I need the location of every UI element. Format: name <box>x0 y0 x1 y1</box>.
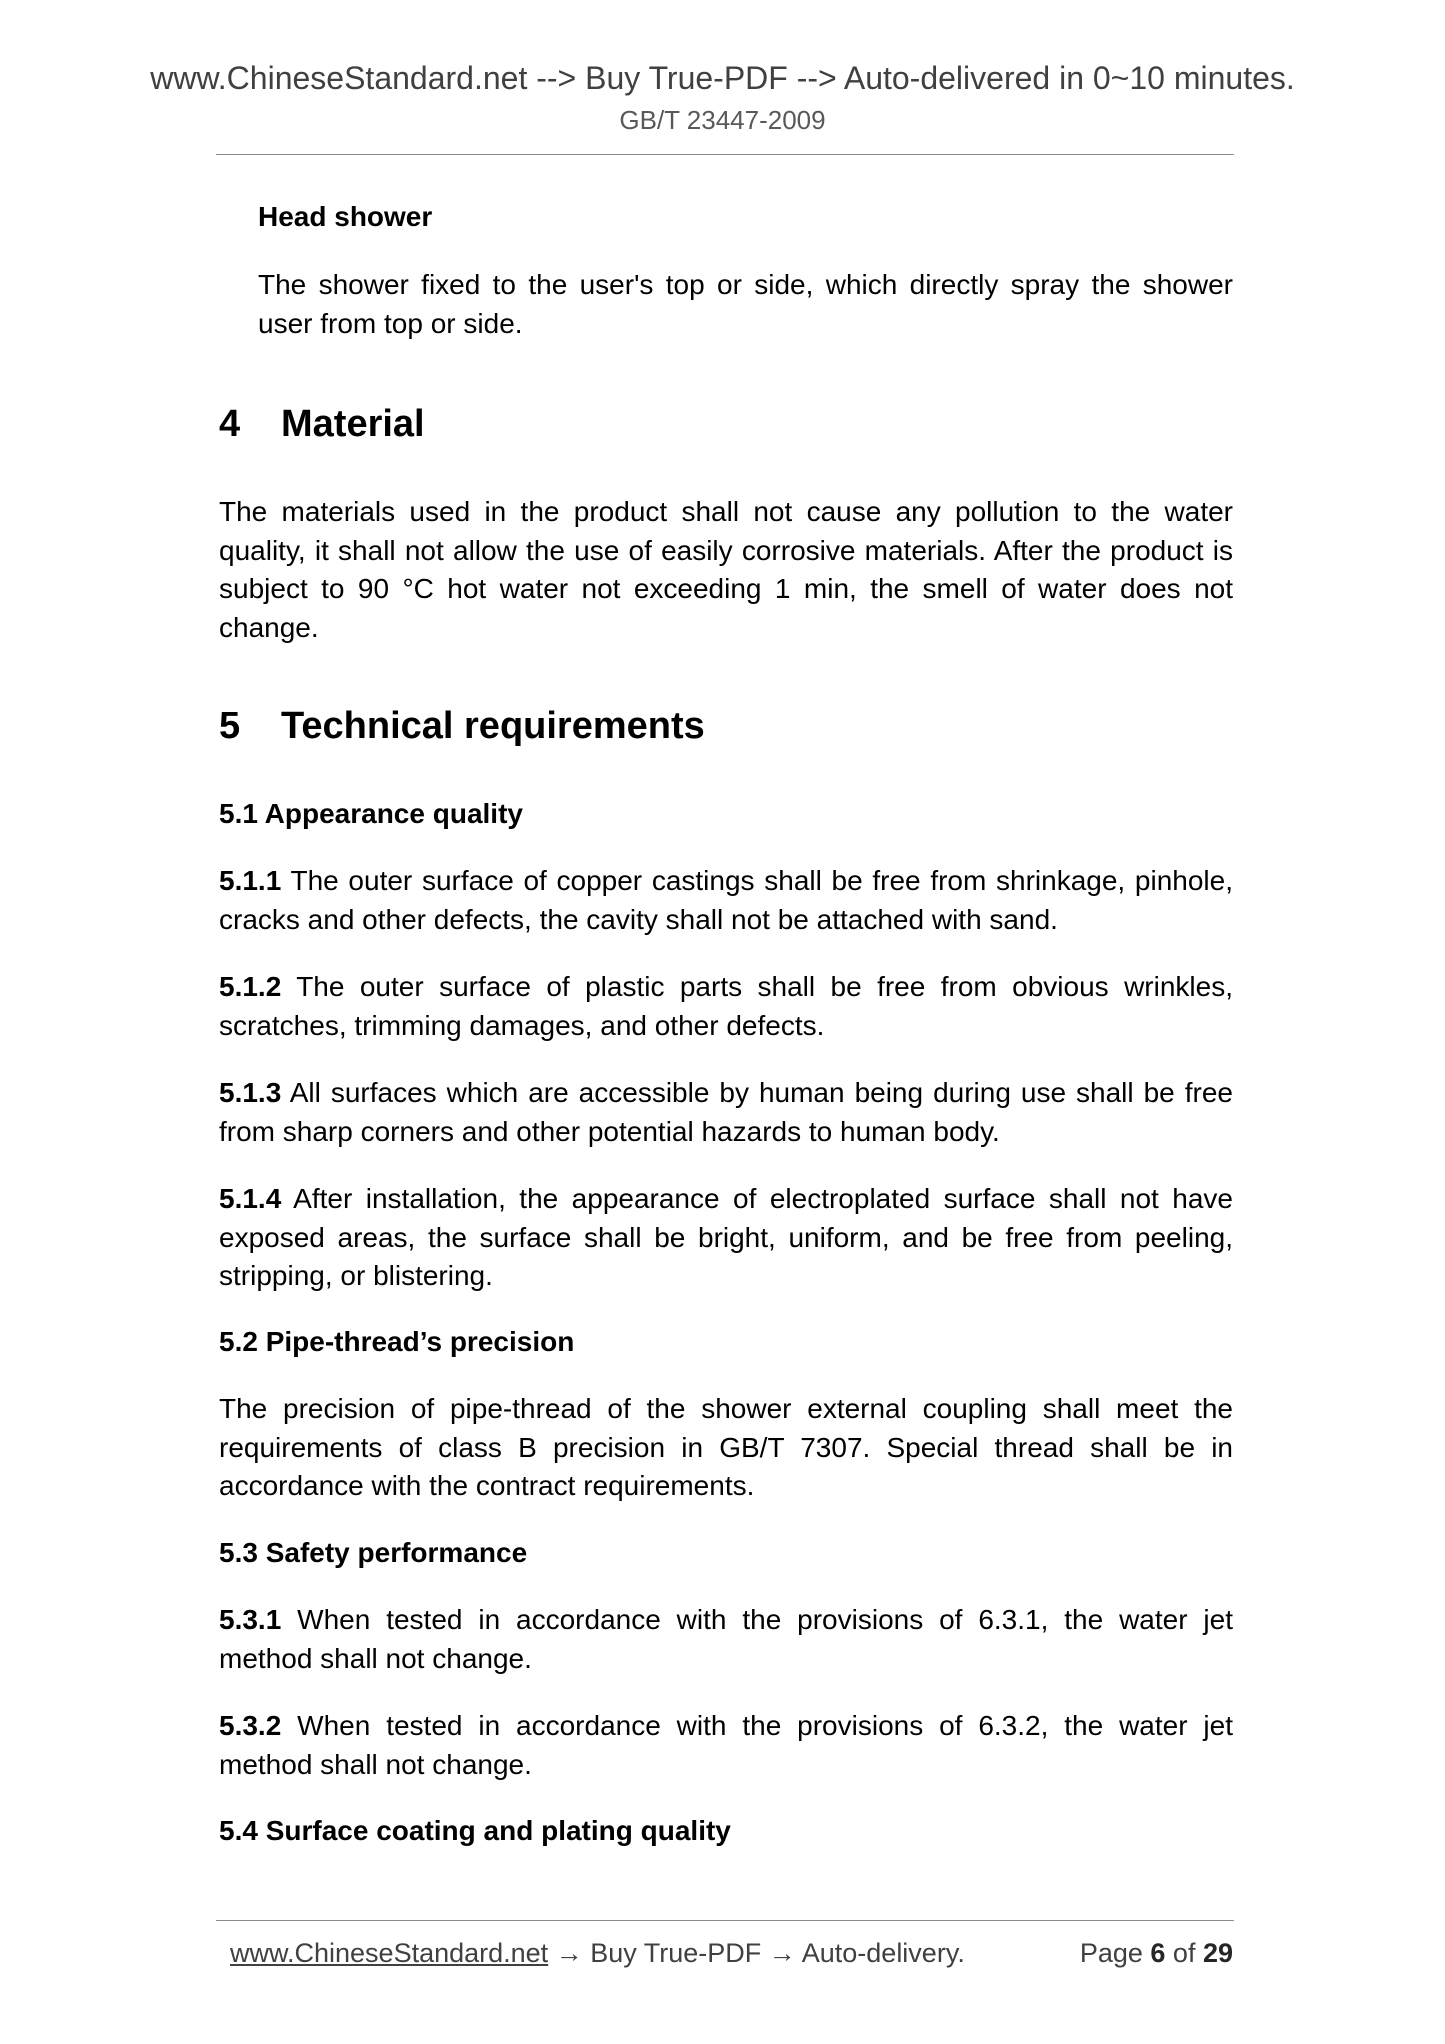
footer-promo <box>230 1936 965 1970</box>
clause-number: 5.1.2 <box>219 971 282 1002</box>
subsection-5-1-heading: 5.1 Appearance quality <box>219 798 523 829</box>
page-indicator <box>1080 1936 1233 1970</box>
clause-number: 5.1.4 <box>219 1183 282 1214</box>
clause-5-1-3 <box>219 1074 1233 1151</box>
clause-text: After installation, the appearance of electroplated surface shall not have exposed areas, the surface shall be bright, uniform, and be free from peeling, stripping, or blistering. <box>219 1183 1233 1291</box>
section-4-heading <box>219 401 425 447</box>
clause-5-3-1 <box>219 1601 1233 1678</box>
header-banner: www.ChineseStandard.net --> Buy True-PDF --> Auto-delivered in 0~10 minutes. <box>150 60 1295 96</box>
term-title: Head shower <box>258 201 433 232</box>
clause-5-1-2 <box>219 968 1233 1045</box>
clause-text: When tested in accordance with the provisions of 6.3.1, the water jet method shall not change. <box>219 1604 1233 1674</box>
footer-divider <box>216 1920 1234 1921</box>
subsection-5-3-heading: 5.3 Safety performance <box>219 1537 528 1568</box>
footer-tail: → Buy True-PDF → Auto-delivery. <box>548 1938 965 1968</box>
clause-number: 5.1.1 <box>219 865 282 896</box>
page-of: of <box>1165 1938 1203 1968</box>
clause-5-1-4 <box>219 1180 1233 1296</box>
subsection-5-2-heading: 5.2 Pipe-thread’s precision <box>219 1326 575 1357</box>
section-4-number: 4 <box>219 403 241 445</box>
section-5-heading <box>219 703 705 749</box>
subsection-5-4-heading: 5.4 Surface coating and plating quality <box>219 1815 731 1846</box>
clause-number: 5.3.2 <box>219 1710 282 1741</box>
clause-text: The outer surface of copper castings shall be free from shrinkage, pinhole, cracks and other defects, the cavity shall not be attached with sand. <box>219 865 1233 935</box>
clause-5-3-2 <box>219 1707 1233 1784</box>
section-5-title: Technical requirements <box>281 705 705 747</box>
page-label: Page <box>1079 1938 1151 1968</box>
footer-site-link[interactable]: www.ChineseStandard.net <box>230 1938 549 1968</box>
section-4-text: The materials used in the product shall not cause any pollution to the water quality, it shall not allow the use of easily corrosive materials. After the product is subject to 90 °C hot water not exceeding 1 min, the smell of water does not change. <box>219 496 1233 643</box>
clause-text: When tested in accordance with the provisions of 6.3.2, the water jet method shall not change. <box>219 1710 1233 1780</box>
clause-number: 5.3.1 <box>219 1604 282 1635</box>
clause-number: 5.1.3 <box>219 1077 282 1108</box>
clause-text: All surfaces which are accessible by human being during use shall be free from sharp corners and other potential hazards to human body. <box>219 1077 1233 1147</box>
page-current: 6 <box>1150 1938 1166 1968</box>
section-5-number: 5 <box>219 705 241 747</box>
page-total: 29 <box>1202 1938 1233 1968</box>
clause-5-1-1 <box>219 862 1233 939</box>
term-definition: The shower fixed to the user's top or side, which directly spray the shower user from top or side. <box>258 269 1233 339</box>
clause-text: The outer surface of plastic parts shall be free from obvious wrinkles, scratches, trimming damages, and other defects. <box>219 971 1233 1041</box>
subsection-5-2-text: The precision of pipe-thread of the shower external coupling shall meet the requirements of class B precision in GB/T 7307. Special thread shall be in accordance with the contract requirements. <box>219 1393 1233 1501</box>
standard-code: GB/T 23447-2009 <box>619 105 826 135</box>
header-divider <box>216 154 1234 155</box>
section-4-title: Material <box>281 403 425 445</box>
